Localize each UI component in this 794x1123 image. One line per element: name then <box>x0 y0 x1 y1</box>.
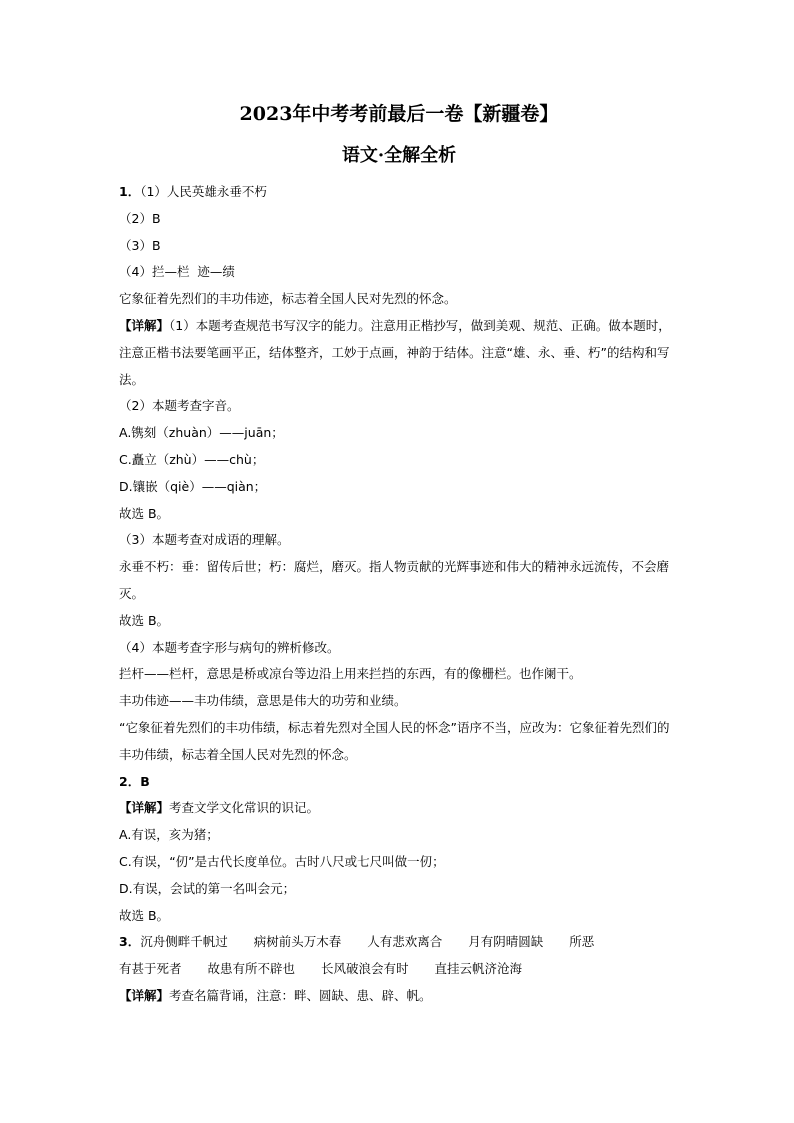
q1-detail-4: C.矗立（zhù）——chù； <box>119 451 265 467</box>
q1-answer-1 <box>119 179 679 206</box>
document-title: 2023年中考考前最后一卷【新疆卷】 <box>239 103 559 125</box>
q1-detail-7: （3）本题考查对成语的理解。 <box>119 532 290 548</box>
q1-detail-8: 永垂不朽：垂：留传后世；朽：腐烂，磨灭。指人物贡献的光辉事迹和伟大的精神永远流传，不会磨灭。 <box>119 559 670 601</box>
q1-detail-10: （4）本题考查字形与病句的辨析修改。 <box>119 639 340 655</box>
q2-answer-text: B <box>140 773 150 789</box>
q1-detail-1-text: （1）本题考查规范书写汉字的能力。注意用正楷抄写，做到美观、规范、正确。做本题时，注意正楷书法要笔画平正，结体整齐，工妙于点画，神韵于结体。注意“雄、永、垂、朽”的结构和写法。 <box>119 317 671 387</box>
q1-detail-5: D.镶嵌（qiè）——qiàn； <box>119 478 267 494</box>
q3-verse: 月有阴晴圆缺 <box>468 934 544 950</box>
q3-detail-1-text: 考查名篇背诵，注意：畔、圆缺、患、辟、帆。 <box>169 987 432 1003</box>
q3-verse: 人有悲欢离合 <box>367 934 443 950</box>
q1-detail-9: 故选 B。 <box>119 612 170 628</box>
q2-number: 2． <box>119 773 141 789</box>
q1-detail-3: A.镌刻（zhuàn）——juān； <box>119 425 284 441</box>
q3-verse: 沉舟侧畔千帆过 <box>140 934 228 950</box>
q1-answer-3: （3）B <box>119 237 161 253</box>
q3-detail-tag: 【详解】 <box>119 987 170 1003</box>
q3-answer-line-1 <box>119 929 679 956</box>
q1-detail-6: 故选 B。 <box>119 505 170 521</box>
q2-detail-3: C.有误，“仞”是古代长度单位。古时八尺或七尺叫做一仞； <box>119 853 445 869</box>
q3-verse: 所恶 <box>569 934 595 950</box>
q3-detail-1 <box>119 983 679 1010</box>
q1-answer-4: （4）拦—栏 迹—绩 <box>119 264 235 280</box>
q3-number: 3． <box>119 934 141 950</box>
q1-answer-1-text: （1）人民英雄永垂不朽 <box>140 184 267 199</box>
q2-detail-1 <box>119 795 679 822</box>
q3-verse: 故患有所不辟也 <box>207 961 296 977</box>
q3-verse: 直挂云帆济沧海 <box>434 961 523 977</box>
q2-detail-tag: 【详解】 <box>119 800 170 816</box>
q3-verse: 病树前头万木春 <box>253 934 342 950</box>
q1-detail-tag: 【详解】 <box>119 317 170 333</box>
q1-answer-5: 它象征着先烈们的丰功伟迹，标志着全国人民对先烈的怀念。 <box>119 291 457 307</box>
q3-verse: 有甚于死者 <box>119 961 182 977</box>
q3-verse: 长风破浪会有时 <box>321 961 409 977</box>
q1-detail-1 <box>119 313 679 393</box>
q2-detail-1-text: 考查文学文化常识的识记。 <box>169 800 320 816</box>
document-subtitle: 语文·全解全析 <box>341 145 457 166</box>
q1-answer-2: （2）B <box>119 210 161 226</box>
document-page <box>119 96 679 1010</box>
q2-detail-5: 故选 B。 <box>119 907 170 923</box>
q1-detail-11: 拦杆——栏杆，意思是桥或凉台等边沿上用来拦挡的东西，有的像栅栏。也作阑干。 <box>119 666 582 682</box>
q1-detail-13: “它象征着先烈们的丰功伟绩，标志着先烈对全国人民的怀念”语序不当，应改为：它象征着先烈们的丰功伟绩，标志着全国人民对先烈的怀念。 <box>119 719 670 762</box>
q2-answer <box>119 769 679 796</box>
q1-detail-12: 丰功伟迹——丰功伟绩，意思是伟大的功劳和业绩。 <box>119 693 407 709</box>
q1-detail-2: （2）本题考查字音。 <box>119 398 240 414</box>
q2-detail-2: A.有误，亥为猪； <box>119 827 219 843</box>
q2-detail-4: D.有误，会试的第一名叫会元； <box>119 880 296 896</box>
q3-answer-line-2 <box>119 956 679 983</box>
q1-number: 1． <box>119 184 141 199</box>
